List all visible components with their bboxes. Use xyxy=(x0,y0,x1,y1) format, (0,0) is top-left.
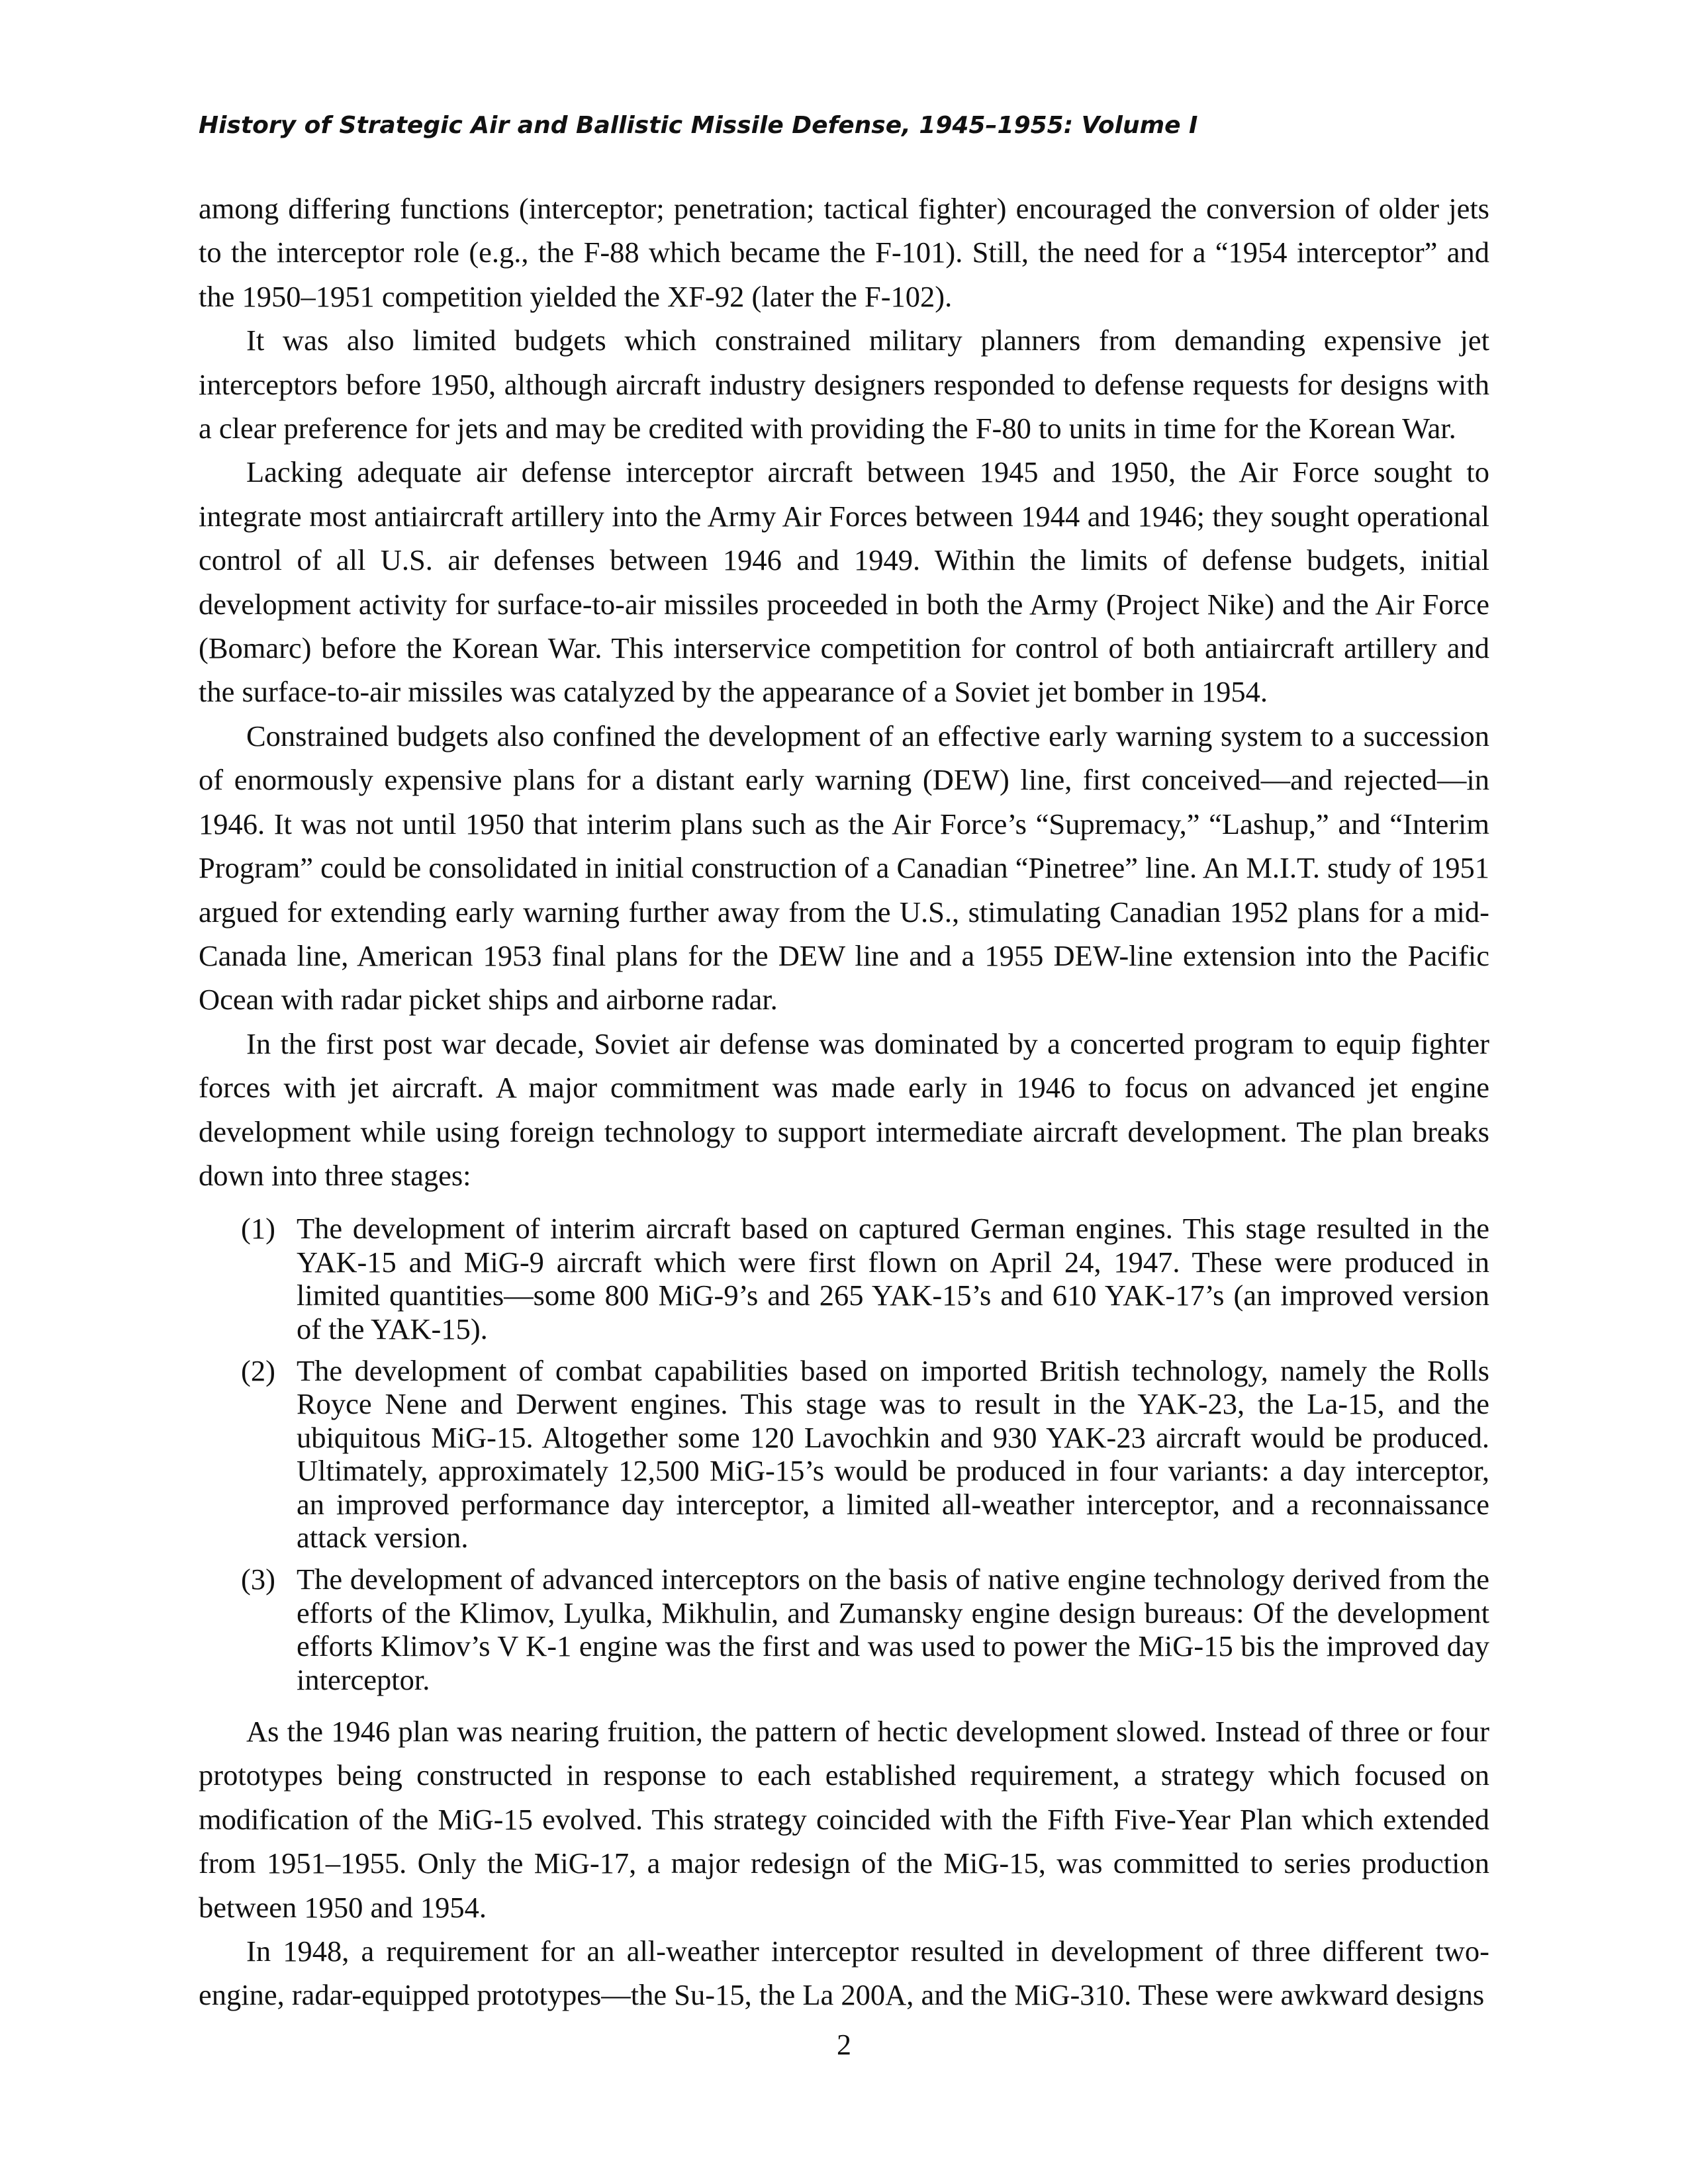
list-item-text: The development of combat capabilities based on imported British technology, namely the Rolls Royce Nene and Derwent engines. This stage was to result in the YAK-23, the La-15, and the ubiquitous MiG-15. Altogether some 120 Lavochkin and 930 YAK-23 aircraft would be produced. Ultimately, approximately 12,500 MiG-15’s would be produced in four variants: a day interceptor, an improved performance day interceptor, a limited all-weather interceptor, and a reconnaissance attack version. xyxy=(297,1353,1489,1554)
paragraph: In 1948, a requirement for an all-weather interceptor resulted in development of three different two-engine, radar-equipped prototypes—the Su-15, the La 200A, and the MiG-310. These were awkward designs xyxy=(199,1934,1489,2012)
list-item xyxy=(241,1212,1489,1345)
paragraph: In the first post war decade, Soviet air defense was dominated by a concerted program to equip fighter forces with jet aircraft. A major commitment was made early in 1946 to focus on advanced jet engine development while using foreign technology to support intermediate aircraft development. The plan breaks down into three stages: xyxy=(199,1026,1489,1192)
list-marker: (3) xyxy=(241,1563,275,1596)
stage-list xyxy=(199,1212,1489,1696)
list-marker: (1) xyxy=(241,1212,275,1246)
list-item-text: The development of advanced interceptors on the basis of native engine technology derived from the efforts of the Klimov, Lyulka, Mikhulin, and Zumansky engine design bureaus: Of the development efforts Klimov’s V K-1 engine was the first and was used to power the MiG-15 bis the improved day interceptor. xyxy=(297,1563,1489,1696)
paragraph: among differing functions (interceptor; penetration; tactical fighter) encouraged the conversion of older jets to the interceptor role (e.g., the F-88 which became the F-101). Still, the need for a “1954 interceptor” and the 1950–1951 competition yielded the XF-92 (later the F-102). xyxy=(199,192,1489,313)
list-item xyxy=(241,1354,1489,1554)
paragraph: As the 1946 plan was nearing fruition, the pattern of hectic development slowed. Instead of three or four prototypes being constructed in response to each established requirement, a strategy which focused on modification of the MiG-15 evolved. This strategy coincided with the Fifth Five-Year Plan which extended from 1951–1955. Only the MiG-17, a major redesign of the MiG-15, was committed to series production between 1950 and 1954. xyxy=(199,1715,1489,1924)
running-header: History of Strategic Air and Ballistic Missile Defense, 1945–1955: Volume I xyxy=(199,112,1198,139)
body-text xyxy=(199,187,1489,2017)
page-number: 2 xyxy=(837,2028,851,2061)
paragraph: Lacking adequate air defense interceptor aircraft between 1945 and 1950, the Air Force sought to integrate most antiaircraft artillery into the Army Air Forces between 1944 and 1946; they sought operational control of all U.S. air defenses between 1946 and 1949. Within the limits of defense budgets, initial development activity for surface-to-air missiles proceeded in both the Army (Project Nike) and the Air Force (Bomarc) before the Korean War. This interservice competition for control of both antiaircraft artillery and the surface-to-air missiles was catalyzed by the appearance of a Soviet jet bomber in 1954. xyxy=(199,455,1489,709)
paragraph: It was also limited budgets which constrained military planners from demanding expensive jet interceptors before 1950, although aircraft industry designers responded to defense requests for designs with a clear preference for jets and may be credited with providing the F-80 to units in time for the Korean War. xyxy=(199,324,1489,445)
list-item-text: The development of interim aircraft based on captured German engines. This stage resulted in the YAK-15 and MiG-9 aircraft which were first flown on April 24, 1947. These were produced in limited quantities—some 800 MiG-9’s and 265 YAK-15’s and 610 YAK-17’s (an improved version of the YAK-15). xyxy=(297,1212,1489,1345)
paragraph: Constrained budgets also confined the development of an effective early warning system to a succession of enormously expensive plans for a distant early warning (DEW) line, first conceived—and rejected—in 1946. It was not until 1950 that interim plans such as the Air Force’s “Supremacy,” “Lashup,” and “Interim Program” could be consolidated in initial construction of a Canadian “Pinetree” line. An M.I.T. study of 1951 argued for extending early warning further away from the U.S., stimulating Canadian 1952 plans for a mid-Canada line, American 1953 final plans for the DEW line and a 1955 DEW-line extension into the Pacific Ocean with radar picket ships and airborne radar. xyxy=(199,719,1489,1017)
list-marker: (2) xyxy=(241,1353,275,1387)
list-item xyxy=(241,1563,1489,1696)
